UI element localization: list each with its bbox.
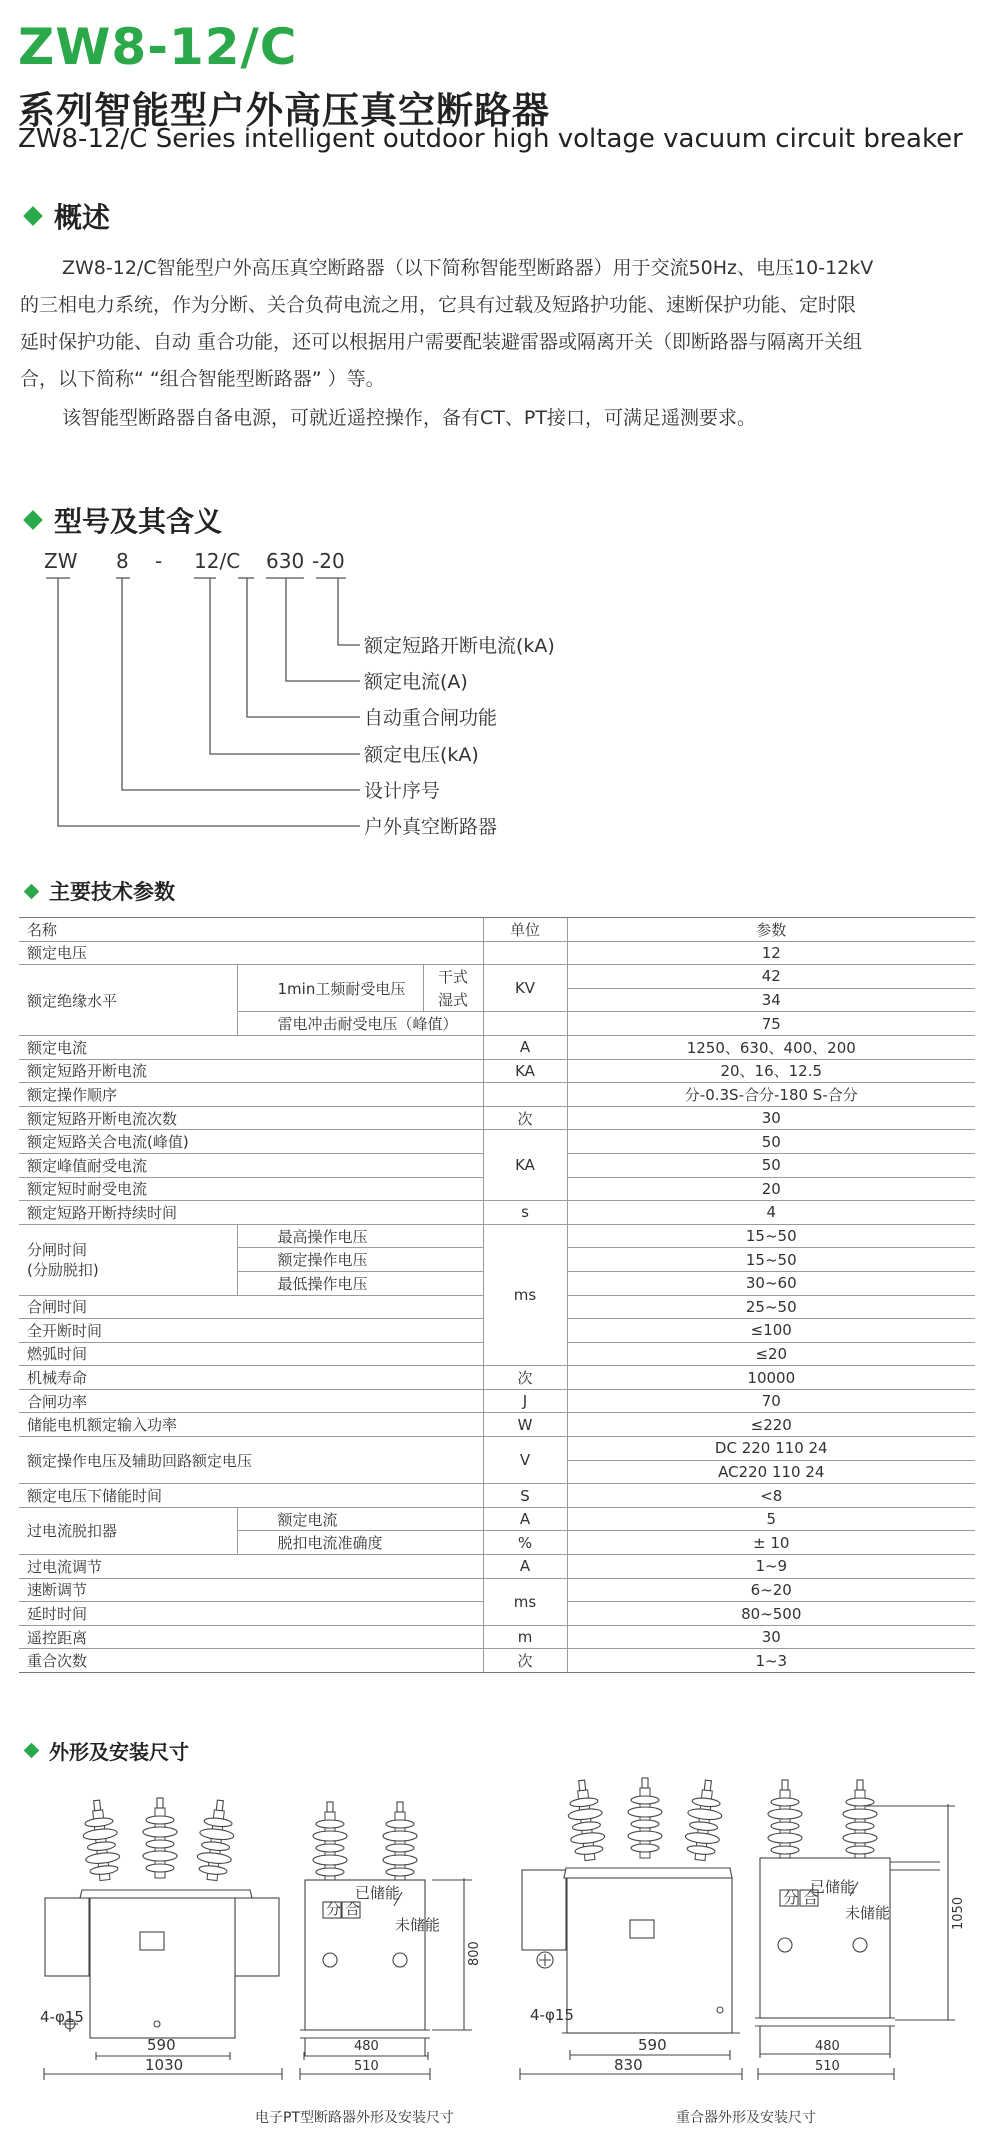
table-row [19, 1224, 975, 1248]
model-meaning-heading [26, 500, 222, 540]
table-cell: 燃弧时间 [19, 1342, 483, 1366]
table-row [19, 1366, 975, 1390]
table-cell: % [483, 1531, 567, 1555]
table-cell: 参数 [567, 918, 975, 942]
code-label: 户外真空断路器 [364, 816, 498, 838]
dim-510-label: 510 [815, 2059, 840, 2074]
table-cell: 单位 [483, 918, 567, 942]
table-cell: 额定电压 [19, 941, 483, 965]
table-cell: A [483, 1035, 567, 1059]
table-cell: 遥控距离 [19, 1625, 483, 1649]
table-row [19, 1625, 975, 1649]
table-cell: 名称 [19, 918, 483, 942]
charged-label: 已储能 [810, 1878, 856, 1896]
table-cell: 75 [567, 1012, 975, 1036]
right-side-view [755, 1780, 955, 2080]
code-label: 额定电压(kA) [364, 744, 479, 766]
overview-line: 合，以下简称“ “组合智能型断路器” ）等。 [20, 368, 385, 390]
table-cell: 脱扣电流准确度 [237, 1531, 483, 1555]
dim-hole-label: 4-φ15 [40, 2008, 84, 2026]
table-cell: 机械寿命 [19, 1366, 483, 1390]
table-cell: 重合次数 [19, 1649, 483, 1673]
table-cell: 25~50 [567, 1295, 975, 1319]
table-cell: ≤100 [567, 1319, 975, 1343]
table-cell: 1min工频耐受电压 [237, 965, 423, 1012]
dim-510-label: 510 [354, 2059, 379, 2074]
table-cell: 6~20 [567, 1578, 975, 1602]
code-label: 额定电流(A) [364, 671, 468, 693]
table-cell: 湿式 [423, 988, 483, 1012]
dim-830-label: 830 [614, 2056, 643, 2074]
table-row [19, 965, 975, 989]
table-cell: 额定短路开断电流次数 [19, 1106, 483, 1130]
spec-heading-text: 主要技术参数 [49, 880, 175, 904]
table-cell: 42 [567, 965, 975, 989]
table-cell: 额定电流 [237, 1507, 483, 1531]
close-label: 合 [345, 1900, 361, 1918]
table-cell: 5 [567, 1507, 975, 1531]
table-cell: 15~50 [567, 1248, 975, 1272]
code-part-voltage: 12/C [194, 549, 241, 573]
table-row [19, 1389, 975, 1413]
dim-1050-label: 1050 [951, 1896, 966, 1930]
close-label: 合 [803, 1889, 819, 1907]
table-cell: 干式 [423, 965, 483, 989]
dim-480-label: 480 [815, 2039, 840, 2054]
table-cell: KA [483, 1059, 567, 1083]
table-cell: m [483, 1625, 567, 1649]
table-cell: 额定短路关合电流(峰值) [19, 1130, 483, 1154]
open-label: 分 [783, 1889, 799, 1907]
table-row [19, 1130, 975, 1154]
drawings-heading-text: 外形及安装尺寸 [49, 1740, 189, 1764]
dim-hole-label: 4-φ15 [530, 2006, 574, 2024]
table-cell: ≤220 [567, 1413, 975, 1437]
product-title-cn: 系列智能型户外高压真空断路器 [18, 89, 550, 132]
table-row [19, 1201, 975, 1225]
diamond-bullet-icon [23, 510, 43, 530]
table-cell: S [483, 1484, 567, 1508]
dim-590-label: 590 [147, 2036, 176, 2054]
table-cell: AC220 110 24 [567, 1460, 975, 1484]
overview-heading-text: 概述 [54, 201, 111, 234]
table-cell: 1~3 [567, 1649, 975, 1673]
table-cell: 最低操作电压 [237, 1271, 483, 1295]
spec-table-body [19, 917, 975, 1673]
table-row [19, 1083, 975, 1107]
table-cell: W [483, 1413, 567, 1437]
table-cell: ms [483, 1578, 567, 1625]
product-model-title: ZW8-12/C [18, 18, 298, 76]
code-part-dash: - [155, 549, 163, 573]
table-row [19, 918, 975, 942]
overview-line: 延时保护功能、自动 重合功能，还可以根据用户需要配装避雷器或隔离开关（即断路器与隔离开关组 [20, 331, 863, 353]
table-cell: 30 [567, 1625, 975, 1649]
table-cell: 70 [567, 1389, 975, 1413]
dim-800-label: 800 [467, 1941, 482, 1966]
table-cell: 全开断时间 [19, 1319, 483, 1343]
charged-label: 已储能 [355, 1884, 401, 1902]
table-cell: 4 [567, 1201, 975, 1225]
table-cell: 分-0.3S-合分-180 S-合分 [567, 1083, 975, 1107]
code-part-series: ZW [44, 549, 78, 573]
open-label: 分 [326, 1900, 342, 1918]
table-row [19, 1578, 975, 1602]
table-cell: 15~50 [567, 1224, 975, 1248]
table-cell: ≤20 [567, 1342, 975, 1366]
table-cell: 20 [567, 1177, 975, 1201]
outline-drawings [0, 1770, 1000, 2148]
code-part-current: 630 [266, 549, 305, 573]
code-label: 额定短路开断电流(kA) [364, 635, 555, 657]
table-cell: 额定绝缘水平 [19, 965, 237, 1036]
table-cell: 额定电压下储能时间 [19, 1484, 483, 1508]
table-row [19, 1649, 975, 1673]
table-cell [19, 1224, 237, 1295]
dim-590-label: 590 [638, 2036, 667, 2054]
table-row [19, 1413, 975, 1437]
code-part-design: 8 [116, 549, 129, 573]
overview-paragraph-1 [20, 250, 975, 398]
table-cell: 50 [567, 1153, 975, 1177]
table-cell: 80~500 [567, 1602, 975, 1626]
table-cell: 延时时间 [19, 1602, 483, 1626]
overview-paragraph-2: 该智能型断路器自备电源，可就近遥控操作，备有CT、PT接口，可满足遥测要求。 [62, 407, 756, 429]
open-time-sublabel: (分励脱扣) [27, 1260, 99, 1279]
table-cell: 12 [567, 941, 975, 965]
table-cell: 速断调节 [19, 1578, 483, 1602]
diamond-bullet-icon [23, 206, 43, 226]
table-cell: ± 10 [567, 1531, 975, 1555]
table-cell: 额定短时耐受电流 [19, 1177, 483, 1201]
code-part-breaking: -20 [312, 549, 345, 573]
dim-480-label: 480 [354, 2039, 379, 2054]
table-cell: V [483, 1437, 567, 1484]
model-meaning-heading-text: 型号及其含义 [54, 505, 223, 538]
table-cell: 30 [567, 1106, 975, 1130]
table-cell: 1250、630、400、200 [567, 1035, 975, 1059]
table-cell: 额定操作电压 [237, 1248, 483, 1272]
table-cell: 额定短路开断电流 [19, 1059, 483, 1083]
right-front-view [520, 1778, 742, 2080]
table-cell: 雷电冲击耐受电压（峰值） [237, 1012, 483, 1036]
table-cell: <8 [567, 1484, 975, 1508]
dim-1030-label: 1030 [145, 2056, 184, 2074]
product-title-en: ZW8-12/C Series intelligent outdoor high voltage vacuum circuit breaker [18, 124, 963, 154]
table-cell: 额定峰值耐受电流 [19, 1153, 483, 1177]
table-cell: 过电流调节 [19, 1555, 483, 1579]
model-code-diagram [40, 548, 560, 848]
table-cell: 34 [567, 988, 975, 1012]
table-row [19, 1484, 975, 1508]
table-cell: 额定电流 [19, 1035, 483, 1059]
table-cell: 合闸功率 [19, 1389, 483, 1413]
table-cell: 额定短路开断持续时间 [19, 1201, 483, 1225]
table-cell: A [483, 1555, 567, 1579]
right-drawing-caption: 重合器外形及安装尺寸 [676, 2110, 816, 2126]
table-cell: J [483, 1389, 567, 1413]
uncharged-label: 未储能 [395, 1916, 441, 1934]
table-row [19, 1035, 975, 1059]
table-cell: 过电流脱扣器 [19, 1507, 237, 1554]
drawings-heading [26, 1736, 189, 1765]
table-cell: s [483, 1201, 567, 1225]
table-cell: 10000 [567, 1366, 975, 1390]
table-cell: 次 [483, 1649, 567, 1673]
table-cell: KA [483, 1130, 567, 1201]
table-cell: 50 [567, 1130, 975, 1154]
spec-heading [26, 876, 175, 906]
table-row [19, 1507, 975, 1531]
table-row [19, 941, 975, 965]
table-cell: DC 220 110 24 [567, 1437, 975, 1461]
table-cell: ms [483, 1224, 567, 1366]
table-cell: 最高操作电压 [237, 1224, 483, 1248]
code-label: 自动重合闸功能 [364, 707, 498, 729]
table-cell: 额定操作顺序 [19, 1083, 483, 1107]
left-drawing-caption: 电子PT型断路器外形及安装尺寸 [255, 2110, 454, 2126]
table-row [19, 1106, 975, 1130]
table-cell: 合闸时间 [19, 1295, 483, 1319]
table-cell: KV [483, 965, 567, 1012]
table-row [19, 1059, 975, 1083]
table-cell: 1~9 [567, 1555, 975, 1579]
code-label: 设计序号 [364, 780, 441, 802]
table-cell: 次 [483, 1106, 567, 1130]
open-time-label: 分闸时间 [27, 1240, 88, 1259]
left-side-view [300, 1802, 472, 2080]
table-row [19, 1437, 975, 1461]
diamond-bullet-icon [24, 883, 40, 899]
overview-heading [26, 196, 110, 236]
table-cell: A [483, 1507, 567, 1531]
uncharged-label: 未储能 [845, 1904, 891, 1922]
table-cell: 额定操作电压及辅助回路额定电压 [19, 1437, 483, 1484]
table-cell: 次 [483, 1366, 567, 1390]
diamond-bullet-icon [24, 1743, 40, 1759]
overview-line: 的三相电力系统，作为分断、关合负荷电流之用，它具有过载及短路护功能、速断保护功能、定时限 [20, 294, 857, 316]
overview-line: ZW8-12/C智能型户外高压真空断路器（以下简称智能型断路器）用于交流50Hz、电压10-12kV [62, 257, 874, 279]
table-cell: 30~60 [567, 1271, 975, 1295]
table-cell: 20、16、12.5 [567, 1059, 975, 1083]
table-row [19, 1555, 975, 1579]
table-cell: 储能电机额定输入功率 [19, 1413, 483, 1437]
